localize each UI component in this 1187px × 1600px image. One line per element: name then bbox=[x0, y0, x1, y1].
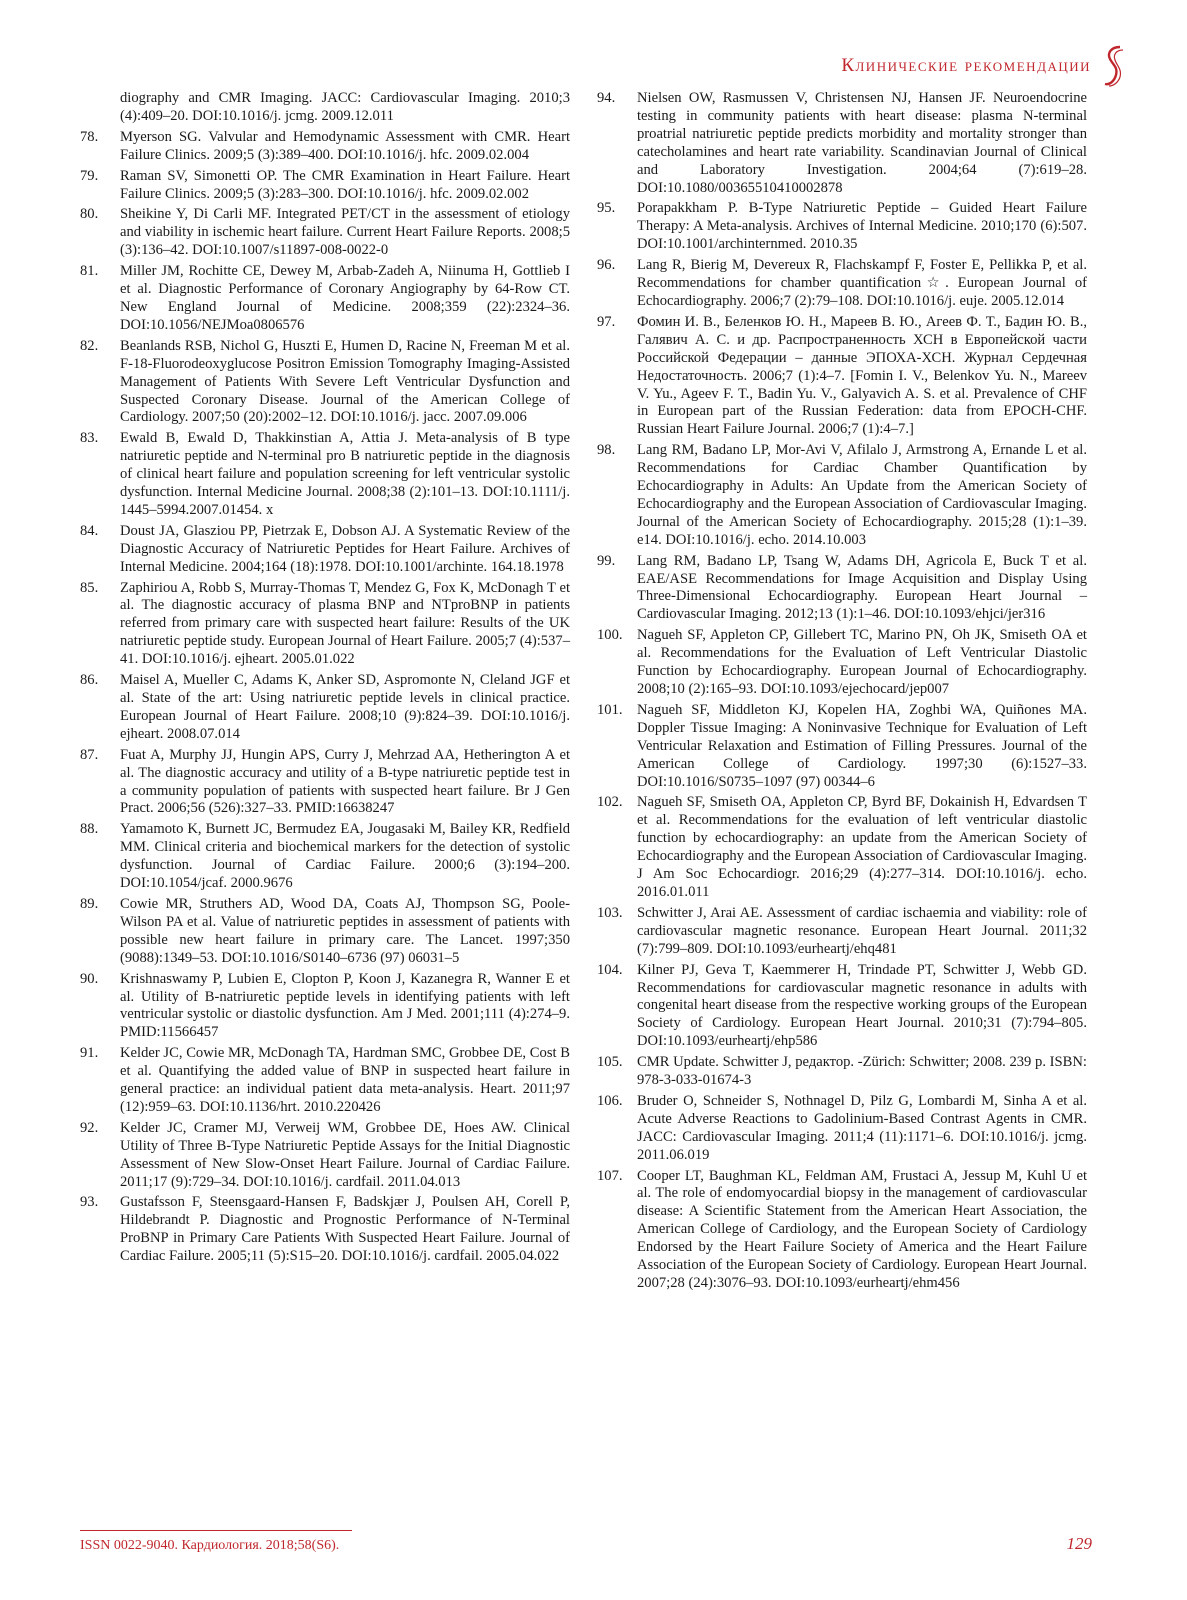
reference-text: Nagueh SF, Middleton KJ, Kopelen HA, Zoghbi WA, Quiñones MA. Doppler Tissue Imaging: A Noninvasive Technique for Evaluation of Left Ventricular Relaxation and Estimation of Filling Pressures. Journal of the American College of Cardiology. 1997;30 (6):1527–33. DOI:10.1016/S0735–1097 (97) 00344–6 bbox=[637, 701, 1087, 790]
reference-item bbox=[80, 971, 570, 1043]
reference-text: Doust JA, Glasziou PP, Pietrzak E, Dobson AJ. A Systematic Review of the Diagnostic Accuracy of Natriuretic Peptides for Heart Failure. Archives of Internal Medicine. 2004;164 (18):1978. DOI:10.1001/archinte. 164.18.1978 bbox=[120, 522, 570, 575]
reference-text: Kelder JC, Cramer MJ, Verweij WM, Grobbee DE, Hoes AW. Clinical Utility of Three B-Type Natriuretic Peptide Assays for the Initial Diagnostic Assessment of New Slow-Onset Heart Failure. Journal of Cardiac Failure. 2011;17 (9):729–34. DOI:10.1016/j. cardfail. 2011.04.013 bbox=[120, 1119, 570, 1190]
reference-item bbox=[597, 905, 1087, 959]
reference-number: 90. bbox=[80, 970, 99, 987]
reference-item bbox=[80, 430, 570, 520]
reference-text: Nagueh SF, Appleton CP, Gillebert TC, Marino PN, Oh JK, Smiseth OA et al. Recommendations for the Evaluation of Left Ventricular Diastolic Function by Echocardiography. European Journal of Echocardiography. 2008;10 (2):165–93. DOI:10.1093/ejechocard/jep007 bbox=[637, 627, 1087, 697]
reference-number: 99. bbox=[597, 552, 616, 569]
reference-text: Fuat A, Murphy JJ, Hungin APS, Curry J, Mehrzad AA, Hetherington A et al. The diagnostic accuracy and utility of a B-type natriuretic peptide test in a community population of patients with suspected heart failure. Br J Gen Pract. 2006;56 (526):327–33. PMID:16638247 bbox=[120, 746, 570, 817]
reference-number: 96. bbox=[597, 257, 616, 274]
reference-text: Gustafsson F, Steensgaard-Hansen F, Badskjær J, Poulsen AH, Corell P, Hildebrandt P. Diagnostic and Prognostic Performance of N-Terminal ProBNP in Primary Care Patients With Suspected Heart Failure. Journal of Cardiac Failure. 2005;11 (5):S15–20. DOI:10.1016/j. cardfail. 2005.04.022 bbox=[120, 1194, 570, 1265]
reference-number: 81. bbox=[80, 263, 99, 280]
reference-number: 89. bbox=[80, 895, 99, 912]
reference-item bbox=[80, 338, 570, 428]
reference-item bbox=[80, 263, 570, 335]
reference-item bbox=[597, 794, 1087, 901]
reference-number: 82. bbox=[80, 337, 99, 354]
reference-text: Zaphiriou A, Robb S, Murray-Thomas T, Mendez G, Fox K, McDonagh T et al. The diagnostic accuracy of plasma BNP and NTproBNP in patients referred from primary care with suspected heart failure: Results of the UK natriuretic peptide study. European Journal of Heart Failure. 2005;7 (4):537–41. DOI:10.1016/j. ejheart. 2005.01.022 bbox=[120, 579, 570, 668]
reference-item bbox=[80, 580, 570, 670]
reference-number: 92. bbox=[80, 1119, 99, 1136]
reference-item bbox=[597, 1168, 1087, 1293]
reference-number: 105. bbox=[597, 1054, 623, 1071]
reference-item bbox=[80, 206, 570, 260]
journal-logo-icon bbox=[1101, 44, 1127, 88]
reference-text: Porapakkham P. B-Type Natriuretic Peptide – Guided Heart Failure Therapy: A Meta-analysis. Archives of Internal Medicine. 2010;170 (6):507. DOI:10.1001/archinternmed. 2010.35 bbox=[637, 200, 1087, 253]
reference-text: Schwitter J, Arai AE. Assessment of cardiac ischaemia and viability: role of cardiovascular magnetic resonance. European Heart Journal. 2011;32 (7):799–809. DOI:10.1093/eurheartj/ehq481 bbox=[637, 904, 1087, 957]
reference-item bbox=[80, 129, 570, 165]
reference-item bbox=[597, 442, 1087, 549]
reference-text: Nielsen OW, Rasmussen V, Christensen NJ, Hansen JF. Neuroendocrine testing in community patients with heart disease: plasma N-terminal proatrial natriuretic peptide predicts morbidity and mortality stronger than catecholamines and heart rate variability. Scandinavian Journal of Clinical and Laboratory Investigation. 2004;64 (7):619–28. DOI:10.1080/00365510410002878 bbox=[637, 90, 1087, 196]
reference-text: Cooper LT, Baughman KL, Feldman AM, Frustaci A, Jessup M, Kuhl U et al. The role of endomyocardial biopsy in the management of cardiovascular disease: A Scientific Statement from the American Heart Association, the American College of Cardiology, and the European Society of Cardiology Endorsed by the Heart Failure Society of America and the Heart Failure Association of the European Society of Cardiology. European Heart Journal. 2007;28 (24):3076–93. DOI:10.1093/eurheartj/ehm456 bbox=[637, 1167, 1087, 1291]
reference-item bbox=[80, 747, 570, 819]
reference-text: Lang RM, Badano LP, Tsang W, Adams DH, Agricola E, Buck T et al. EAE/ASE Recommendations for Image Acquisition and Display Using Three-Dimensional Echocardiography. European Heart Journal – Cardiovascular Imaging. 2012;13 (1):1–46. DOI:10.1093/ehjci/jer316 bbox=[637, 552, 1087, 623]
reference-number: 101. bbox=[597, 701, 623, 718]
reference-text: Krishnaswamy P, Lubien E, Clopton P, Koon J, Kazanegra R, Wanner E et al. Utility of B-natriuretic peptide levels in identifying patients with left ventricular systolic or diastolic dysfunction. Am J Med. 2001;111 (4):274–9. PMID:11566457 bbox=[120, 970, 570, 1041]
reference-item bbox=[80, 896, 570, 968]
reference-text: Maisel A, Mueller C, Adams K, Anker SD, Aspromonte N, Cleland JGF et al. State of the art: Using natriuretic peptide levels in clinical practice. European Journal of Heart Failure. 2008;10 (9):824–39. DOI:10.1016/j. ejheart. 2008.07.014 bbox=[120, 672, 570, 742]
reference-number: 103. bbox=[597, 904, 623, 921]
footer-journal: ISSN 0022-9040. Кардиология. 2018;58(S6). bbox=[80, 1538, 340, 1553]
reference-item bbox=[80, 1120, 570, 1192]
reference-item bbox=[80, 672, 570, 744]
reference-number: 84. bbox=[80, 522, 99, 539]
reference-item bbox=[597, 314, 1087, 439]
reference-number: 106. bbox=[597, 1092, 623, 1109]
reference-text: Cowie MR, Struthers AD, Wood DA, Coats AJ, Thompson SG, Poole-Wilson PA et al. Value of natriuretic peptides in assessment of patients with possible new heart failure in primary care. The Lancet. 1997;350 (9088):1349–53. DOI:10.1016/S0140–6736 (97) 06031–5 bbox=[120, 895, 570, 966]
reference-item bbox=[80, 523, 570, 577]
page-header bbox=[841, 44, 1127, 88]
reference-item bbox=[597, 962, 1087, 1052]
reference-text: Miller JM, Rochitte CE, Dewey M, Arbab-Zadeh A, Niinuma H, Gottlieb I et al. Diagnostic Performance of Coronary Angiography by 64-Row CT. New England Journal of Medicine. 2008;359 (22):2324–36. DOI:10.1056/NEJMoa0806576 bbox=[120, 263, 570, 333]
reference-text: Raman SV, Simonetti OP. The CMR Examination in Heart Failure. Heart Failure Clinics. 2009;5 (3):283–300. DOI:10.1016/j. hfc. 2009.02.002 bbox=[120, 167, 570, 202]
reference-number: 95. bbox=[597, 200, 616, 217]
reference-item bbox=[597, 200, 1087, 254]
reference-number: 98. bbox=[597, 442, 616, 459]
reference-text: Lang RM, Badano LP, Mor-Avi V, Afilalo J, Armstrong A, Ernande L et al. Recommendations for Cardiac Chamber Quantification by Echocardiography in Adults: An Update from the American Society of Echocardiography and the European Association of Cardiovascular Imaging. Journal of the American Society of Echocardiography. 2015;28 (1):1–39. e14. DOI:10.1016/j. echo. 2014.10.003 bbox=[637, 442, 1087, 548]
reference-number: 80. bbox=[80, 206, 99, 223]
reference-number: 88. bbox=[80, 821, 99, 838]
reference-item bbox=[80, 821, 570, 893]
reference-number: 104. bbox=[597, 961, 623, 978]
reference-text: Lang R, Bierig M, Devereux R, Flachskampf F, Foster E, Pellikka P, et al. Recommendations for chamber quantification☆. European Journal of Echocardiography. 2006;7 (2):79–108. DOI:10.1016/j. euje. 2005.12.014 bbox=[637, 257, 1087, 309]
reference-number: 93. bbox=[80, 1194, 99, 1211]
reference-text: Фомин И. В., Беленков Ю. Н., Мареев В. Ю., Агеев Ф. Т., Бадин Ю. В., Галявич А. С. и др. Распространенность ХСН в Европейской части Российской Федерации – данные ЭПОХА-ХСН. Журнал Сердечная Недостаточность. 2006;7 (1):4–7. [Fomin I. V., Belenkov Yu. N., Mareev V. Yu., Ageev F. T., Badin Yu. V., Galyavich A. S. et al. Prevalence of CHF in European part of the Russian Federation: data from EPOCH-CHF. Russian Heart Failure Journal. 2006;7 (1):4–7.] bbox=[637, 313, 1087, 438]
page-number: 129 bbox=[1066, 1534, 1092, 1553]
reference-number: 100. bbox=[597, 627, 623, 644]
reference-text: Bruder O, Schneider S, Nothnagel D, Pilz G, Lombardi M, Sinha A et al. Acute Adverse Reactions to Gadolinium-Based Contrast Agents in CMR. JACC: Cardiovascular Imaging. 2011;4 (11):1171–6. DOI:10.1016/j. jcmg. 2011.06.019 bbox=[637, 1092, 1087, 1163]
reference-text: Sheikine Y, Di Carli MF. Integrated PET/CT in the assessment of etiology and viability in ischemic heart failure. Current Heart Failure Reports. 2008;5 (3):136–42. DOI:10.1007/s11897-008-0022-0 bbox=[120, 206, 570, 259]
reference-text: Nagueh SF, Smiseth OA, Appleton CP, Byrd BF, Dokainish H, Edvardsen T et al. Recommendations for the evaluation of left ventricular diastolic function by echocardiography: an update from the American Society of Echocardiography and the European Association of Cardiovascular Imaging. J Am Soc Echocardiogr. 2016;29 (4):277–314. DOI:10.1016/j. echo. 2016.01.011 bbox=[637, 794, 1087, 900]
reference-text: Yamamoto K, Burnett JC, Bermudez EA, Jougasaki M, Bailey KR, Redfield MM. Clinical criteria and biochemical markers for the detection of systolic dysfunction. Journal of Cardiac Failure. 2000;6 (3):194–200. DOI:10.1054/jcaf. 2000.9676 bbox=[120, 821, 570, 892]
reference-continuation: diography and CMR Imaging. JACC: Cardiovascular Imaging. 2010;3 (4):409–20. DOI:10.1016/j. jcmg. 2009.12.011 bbox=[120, 90, 570, 124]
reference-item bbox=[597, 90, 1087, 197]
reference-item bbox=[597, 553, 1087, 625]
reference-item bbox=[597, 627, 1087, 699]
reference-item bbox=[597, 1093, 1087, 1165]
section-title: Клинические рекомендации bbox=[841, 55, 1091, 76]
reference-text: Ewald B, Ewald D, Thakkinstian A, Attia J. Meta-analysis of B type natriuretic peptide and N-terminal pro B natriuretic peptide in the diagnosis of clinical heart failure and population screening for left ventricular systolic dysfunction. Internal Medicine Journal. 2008;38 (2):101–13. DOI:10.1111/j. 1445–5994.2007.01454. x bbox=[120, 430, 570, 518]
reference-text: Kilner PJ, Geva T, Kaemmerer H, Trindade PT, Schwitter J, Webb GD. Recommendations for cardiovascular magnetic resonance in adults with congenital heart disease from the respective working groups of the European Society of Cardiology. European Heart Journal. 2010;31 (7):794–805. DOI:10.1093/eurheartj/ehp586 bbox=[637, 961, 1087, 1050]
reference-number: 87. bbox=[80, 746, 99, 763]
reference-number: 78. bbox=[80, 128, 99, 145]
reference-item bbox=[80, 1045, 570, 1117]
references-left-column bbox=[80, 90, 570, 1269]
reference-text: Beanlands RSB, Nichol G, Huszti E, Humen D, Racine N, Freeman M et al. F-18-Fluorodeoxyglucose Positron Emission Tomography Imaging-Assisted Management of Patients With Severe Left Ventricular Dysfunction and Suspected Coronary Disease. Journal of the American College of Cardiology. 2007;50 (20):2002–12. DOI:10.1016/j. jacc. 2007.09.006 bbox=[120, 337, 570, 426]
reference-number: 94. bbox=[597, 90, 616, 106]
reference-item bbox=[597, 257, 1087, 311]
reference-item bbox=[80, 1194, 570, 1266]
reference-number: 85. bbox=[80, 579, 99, 596]
reference-number: 79. bbox=[80, 167, 99, 184]
reference-text: Myerson SG. Valvular and Hemodynamic Assessment with CMR. Heart Failure Clinics. 2009;5 (3):389–400. DOI:10.1016/j. hfc. 2009.02.004 bbox=[120, 128, 570, 163]
reference-number: 97. bbox=[597, 313, 616, 330]
reference-number: 91. bbox=[80, 1045, 99, 1062]
reference-item bbox=[80, 168, 570, 204]
reference-number: 102. bbox=[597, 794, 623, 811]
reference-number: 83. bbox=[80, 430, 99, 447]
footer-divider bbox=[80, 1530, 352, 1531]
reference-item bbox=[597, 1054, 1087, 1090]
reference-text: Kelder JC, Cowie MR, McDonagh TA, Hardman SMC, Grobbee DE, Cost B et al. Quantifying the added value of BNP in suspected heart failure in general practice: an individual patient data meta-analysis. Heart. 2011;97 (12):959–63. DOI:10.1136/hrt. 2010.220426 bbox=[120, 1045, 570, 1115]
reference-number: 107. bbox=[597, 1167, 623, 1184]
references-right-column bbox=[597, 90, 1087, 1296]
reference-item bbox=[597, 702, 1087, 792]
reference-number: 86. bbox=[80, 672, 99, 689]
reference-text: CMR Update. Schwitter J, редактор. -Zürich: Schwitter; 2008. 239 p. ISBN: 978-3-033-01674-3 bbox=[637, 1054, 1087, 1089]
